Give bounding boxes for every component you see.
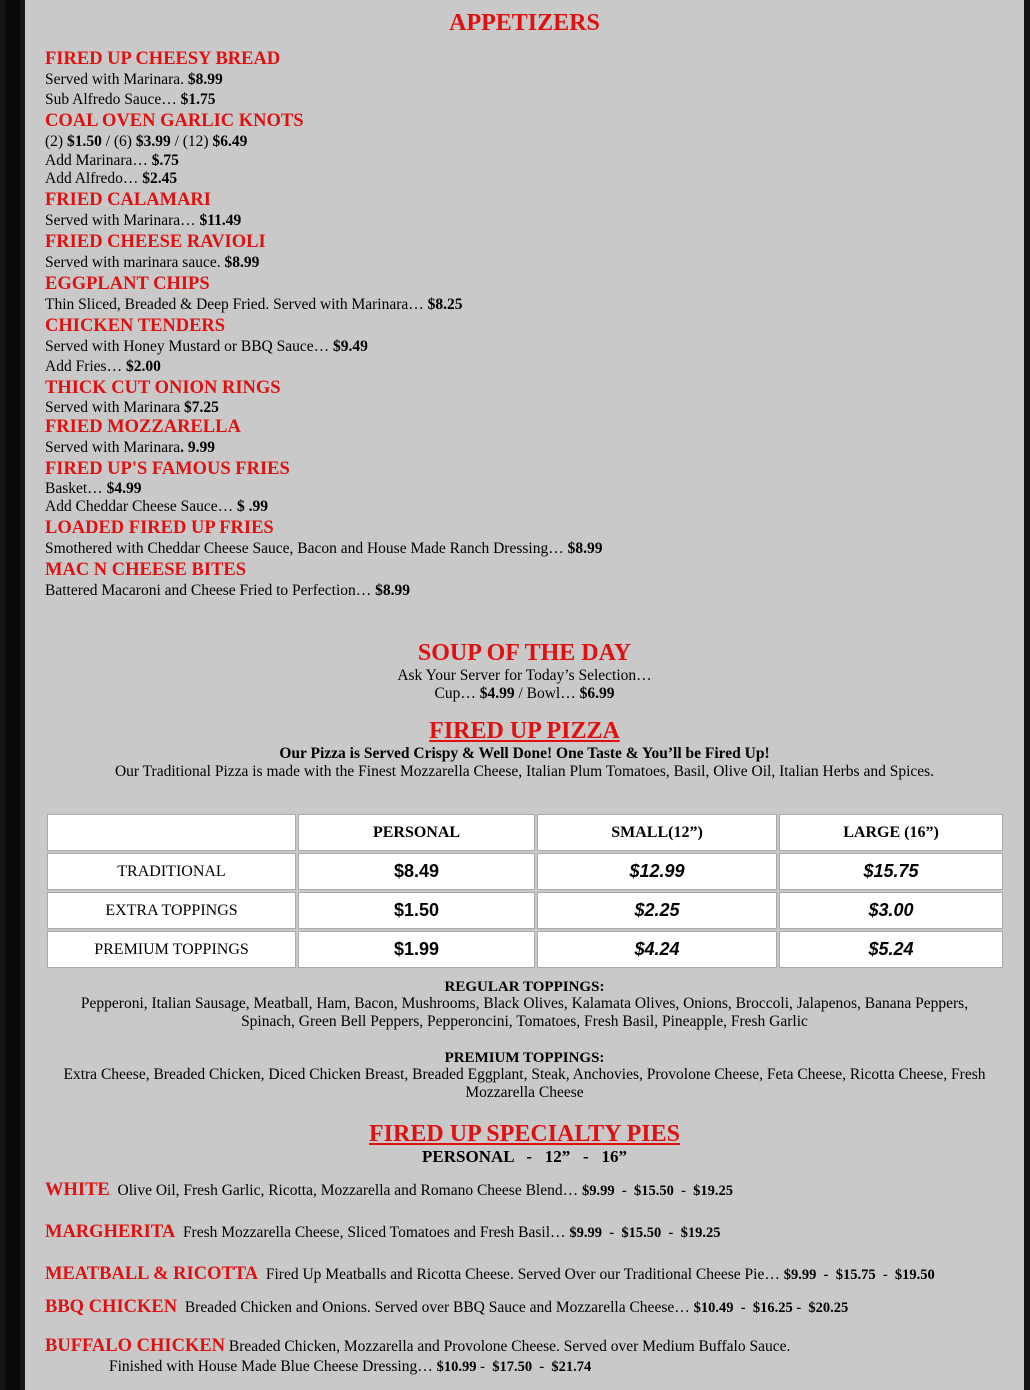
pizza-tagline: Our Pizza is Served Crispy & Well Done! One Taste & You’ll be Fired Up! (279, 745, 770, 762)
pie-prices: $9.99 - $15.50 - $19.25 (569, 1225, 721, 1241)
pie-name: BBQ CHICKEN (45, 1297, 178, 1317)
item-line: Served with Marinara. 9.99 (45, 439, 216, 456)
premium-toppings-title: PREMIUM TOPPINGS: (444, 1050, 605, 1066)
table-row (47, 892, 1003, 929)
pizza-title: FIRED UP PIZZA (429, 718, 620, 744)
pie-meatball-ricotta (45, 1264, 1014, 1285)
table-cell: $12.99 (537, 853, 777, 890)
pie-buffalo-chicken (45, 1336, 1014, 1377)
pie-description: Fired Up Meatballs and Ricotta Cheese. Served Over our Traditional Cheese Pie… (265, 1266, 784, 1283)
pie-name: MARGHERITA (45, 1222, 176, 1242)
pizza-description: Our Traditional Pizza is made with the Finest Mozzarella Cheese, Italian Plum Tomatoes, Basil, Olive Oil, Italian Herbs and Spices. (114, 763, 935, 780)
soup-title: SOUP OF THE DAY (417, 640, 632, 666)
table-row (47, 931, 1003, 968)
pie-margherita (45, 1222, 1014, 1243)
item-line: Served with Honey Mustard or BBQ Sauce… $9.49 (45, 338, 368, 355)
item-garlic-knots-title: COAL OVEN GARLIC KNOTS (45, 111, 304, 131)
item-line: Add Alfredo… $2.45 (45, 170, 178, 187)
table-row (47, 853, 1003, 890)
item-mac-cheese-title: MAC N CHEESE BITES (45, 560, 246, 580)
item-tenders-title: CHICKEN TENDERS (45, 316, 226, 336)
table-header-row (47, 814, 1003, 851)
item-line: Served with Marinara. $8.99 (45, 71, 223, 88)
table-header-cell (47, 814, 296, 851)
item-line: Add Cheddar Cheese Sauce… $ .99 (45, 498, 268, 515)
table-header-cell: PERSONAL (298, 814, 535, 851)
soup-prices: Cup… $4.99 / Bowl… $6.99 (434, 685, 615, 702)
item-line: Served with marinara sauce. $8.99 (45, 254, 260, 271)
pie-description-continued: Finished with House Made Blue Cheese Dressing… $10.99 - $17.50 - $21.74 (109, 1358, 592, 1375)
table-cell: $3.00 (779, 892, 1003, 929)
menu-page (25, 0, 1024, 1390)
pizza-price-table (45, 812, 1005, 970)
item-line: (2) $1.50 / (6) $3.99 / (12) $6.49 (45, 133, 248, 150)
item-calamari-title: FRIED CALAMARI (45, 190, 211, 210)
item-line: Thin Sliced, Breaded & Deep Fried. Served with Marinara… $8.25 (45, 296, 463, 313)
item-line: Served with Marinara… $11.49 (45, 212, 242, 229)
regular-toppings-title: REGULAR TOPPINGS: (444, 979, 605, 995)
table-cell: EXTRA TOPPINGS (47, 892, 296, 929)
specialty-title: FIRED UP SPECIALTY PIES (369, 1121, 680, 1147)
pie-description: Breaded Chicken and Onions. Served over BBQ Sauce and Mozzarella Cheese… (184, 1299, 694, 1316)
item-eggplant-title: EGGPLANT CHIPS (45, 274, 210, 294)
right-border (1024, 0, 1030, 1390)
table-cell: $8.49 (298, 853, 535, 890)
table-cell: $1.99 (298, 931, 535, 968)
table-header-cell: LARGE (16”) (779, 814, 1003, 851)
pie-description: Olive Oil, Fresh Garlic, Ricotta, Mozzarella and Romano Cheese Blend… (117, 1182, 582, 1199)
pie-bbq-chicken (45, 1297, 1014, 1318)
pie-description: Breaded Chicken, Mozzarella and Provolone Cheese. Served over Medium Buffalo Sauce. (228, 1338, 791, 1355)
table-cell: $15.75 (779, 853, 1003, 890)
item-cheesy-bread-title: FIRED UP CHEESY BREAD (45, 49, 281, 69)
item-line: Battered Macaroni and Cheese Fried to Perfection… $8.99 (45, 582, 410, 599)
pie-prices: $10.49 - $16.25 - $20.25 (693, 1300, 849, 1316)
pie-prices: $9.99 - $15.75 - $19.50 (783, 1267, 935, 1283)
pie-prices: $10.99 - $17.50 - $21.74 (436, 1359, 592, 1375)
item-line: Add Fries… $2.00 (45, 358, 161, 375)
table-cell: TRADITIONAL (47, 853, 296, 890)
table-header-cell: SMALL(12”) (537, 814, 777, 851)
pie-white (45, 1180, 1014, 1201)
appetizers-list (45, 48, 1004, 601)
pie-name: BUFFALO CHICKEN (45, 1336, 226, 1356)
item-ravioli-title: FRIED CHEESE RAVIOLI (45, 232, 266, 252)
item-mozzarella-title: FRIED MOZZARELLA (45, 417, 241, 437)
pie-description: Fresh Mozzarella Cheese, Sliced Tomatoes and Fresh Basil… (182, 1224, 570, 1241)
pie-name: WHITE (45, 1180, 110, 1200)
item-line: Basket… $4.99 (45, 480, 142, 497)
table-cell: PREMIUM TOPPINGS (47, 931, 296, 968)
premium-toppings-list: Extra Cheese, Breaded Chicken, Diced Chicken Breast, Breaded Eggplant, Steak, Anchovies, Provolone Cheese, Feta Cheese, Ricotta Cheese, Fresh Mozzarella Cheese (63, 1066, 986, 1101)
item-line: Smothered with Cheddar Cheese Sauce, Bacon and House Made Ranch Dressing… $8.99 (45, 540, 603, 557)
table-cell: $2.25 (537, 892, 777, 929)
appetizers-title: APPETIZERS (449, 10, 600, 36)
table-cell: $5.24 (779, 931, 1003, 968)
item-line: Sub Alfredo Sauce… $1.75 (45, 91, 216, 108)
pie-prices: $9.99 - $15.50 - $19.25 (581, 1183, 734, 1199)
left-border (0, 0, 25, 1390)
item-onion-rings-title: THICK CUT ONION RINGS (45, 378, 281, 398)
item-line: Add Marinara… $.75 (45, 152, 179, 169)
soup-description: Ask Your Server for Today’s Selection… (397, 667, 652, 684)
item-loaded-fries-title: LOADED FIRED UP FRIES (45, 518, 274, 538)
table-cell: $1.50 (298, 892, 535, 929)
table-cell: $4.24 (537, 931, 777, 968)
item-famous-fries-title: FIRED UP'S FAMOUS FRIES (45, 459, 290, 479)
pie-name: MEATBALL & RICOTTA (45, 1264, 259, 1284)
item-line: Served with Marinara $7.25 (45, 399, 219, 416)
regular-toppings-list: Pepperoni, Italian Sausage, Meatball, Ham, Bacon, Mushrooms, Black Olives, Kalamata Olives, Onions, Broccoli, Jalapenos, Banana Peppers, Spinach, Green Bell Peppers, Pepperoncini, Tomatoes, Fresh Basil, Pineapple, Fresh Garlic (80, 995, 969, 1030)
specialty-sizes: PERSONAL - 12” - 16” (422, 1147, 627, 1166)
